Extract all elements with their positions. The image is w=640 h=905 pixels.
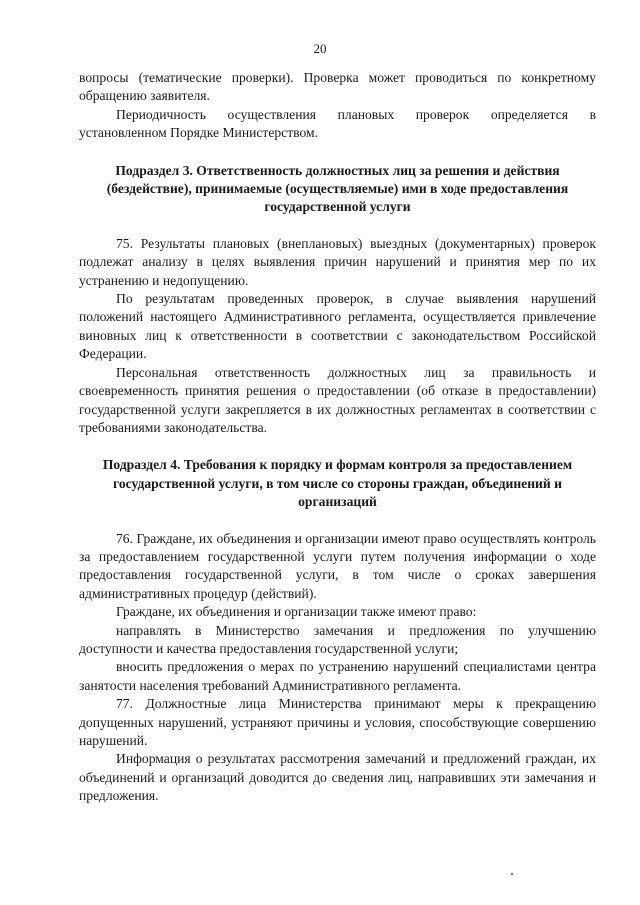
paragraph-information-results: Информация о результатах рассмотрения замечаний и предложений граждан, их объединений и организаций доводится до сведения лиц, направивших эти замечания и предложения. [79,751,596,804]
document-body [79,69,596,806]
paragraph-75: 75. Результаты плановых (внеплановых) выездных (документарных) проверок подлежат анализу в целях выявления причин нарушений и принятия мер по их устранению и недопущению. [79,235,596,288]
paragraph-77: 77. Должностные лица Министерства принимают меры к прекращению допущенных нарушений, устраняют причины и условия, способствующие совершению нарушений. [79,696,596,748]
section-3-heading: Подраздел 3. Ответственность должностных лиц за решения и действия (бездействие), принимаемые (осуществляемые) ими в ходе предоставления государственной услуги [106,162,569,215]
paragraph-citizens-rights: Граждане, их объединения и организации также имеют право: [116,604,477,620]
page-number: 20 [313,41,327,56]
paragraph-send-remarks: направлять в Министерство замечания и предложения по улучшению доступности и качества предоставления государственной услуги; [79,622,596,656]
paragraph-personal-responsibility: Персональная ответственность должностных лиц за правильность и своевременность принятия решения о предоставлении (об отказе в предоставлении) государственной услуги закрепляется в их должностных регламентах в соответствии с требованиями законодательства. [79,364,596,435]
paragraph-check-results: По результатам проведенных проверок, в случае выявления нарушений положений настоящего Административного регламента, осуществляется привлечение виновных лиц к ответственности в соответствии с законодательством Российской Федерации. [79,291,596,362]
paragraph-periodicity: Периодичность осуществления плановых проверок определяется в установленном Порядке Министерством. [79,106,596,141]
section-4-heading: Подраздел 4. Требования к порядку и формам контроля за предоставлением государственной услуги, в том числе со стороны граждан, объединений и организаций [102,457,573,510]
paragraph-submit-proposals: вносить предложения о мерах по устранению нарушений специалистами центра занятости населения требований Административного регламента. [79,659,596,693]
paragraph-76: 76. Граждане, их объединения и организации имеют право осуществлять контроль за предоставлением государственной услуги путем получения информации о ходе предоставления государственной услуги, в том числе о сроках завершения административных процедур (действий). [79,530,596,601]
scan-speck [511,873,513,875]
paragraph-continuation: вопросы (тематические проверки). Проверка может проводиться по конкретному обращению заявителя. [79,70,596,104]
